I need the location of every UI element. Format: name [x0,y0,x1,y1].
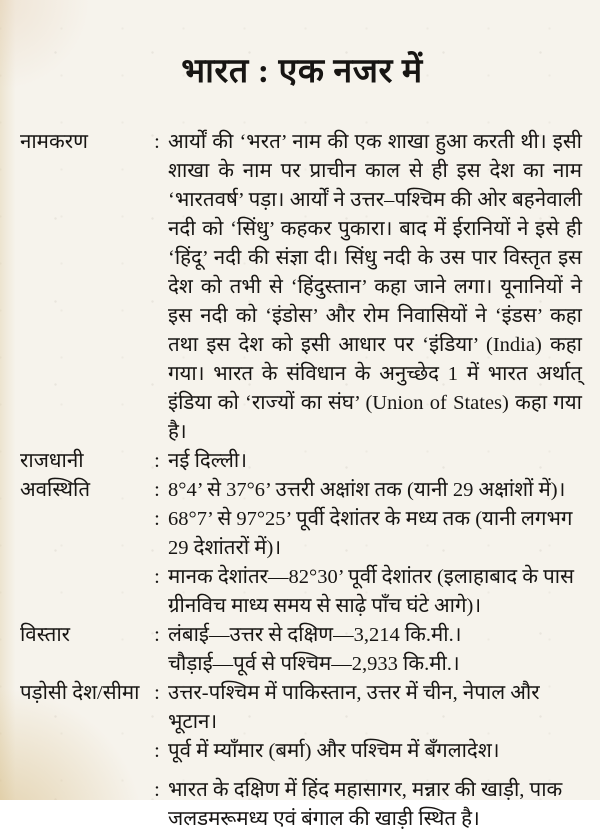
entry-label: अवस्थिति [20,479,91,502]
entry-text: 68°7’ से 97°25’ पूर्वी देशांतर के मध्य तक (यानी लगभग 29 देशांतरों में)। [168,508,573,560]
entry-text: मानक देशांतर—82°30’ पूर्वी देशांतर (इलाहाबाद के पास ग्रीनविच माध्य समय से साढ़े पाँच घंटे आगे)। [168,566,574,618]
entry-location-latitude [20,476,584,505]
entry-colon: : [154,682,160,705]
entry-colon: : [154,740,160,763]
entry-extent-width [20,650,584,679]
entry-neighbours-east-west [20,737,584,766]
entry-text: चौड़ाई—पूर्व से पश्चिम—2,933 कि.मी.। [168,653,460,676]
entry-text: नई दिल्ली। [168,450,247,473]
entry-label [20,505,146,563]
entry-label [20,776,146,834]
entry-capital [20,447,584,476]
page-title: भारत : एक नजर में [181,53,423,90]
entry-colon: : [154,131,160,154]
entry-southern-seas [20,776,584,834]
entry-text: भारत के दक्षिण में हिंद महासागर, मन्नार की खाड़ी, पाक जलडमरूमध्य एवं बंगाल की खाड़ी स्थित है। [168,779,563,831]
entry-label: नामकरण [20,131,88,154]
entry-location-longitude [20,505,584,563]
entry-extent-length [20,621,584,650]
entry-colon [146,650,168,679]
entry-neighbours-north [20,679,584,737]
entry-naming [20,128,584,447]
entry-label: विस्तार [20,624,71,647]
entry-text: लंबाई—उत्तर से दक्षिण—3,214 कि.मी.। [168,624,462,647]
entry-colon: : [154,450,160,473]
entry-colon: : [154,779,160,802]
entry-label: पड़ोसी देश/सीमा [20,682,140,705]
entry-colon: : [154,566,160,589]
entry-colon: : [154,508,160,531]
entry-text: 8°4’ से 37°6’ उत्तरी अक्षांश तक (यानी 29 अक्षांशों में)। [168,479,566,502]
entry-colon: : [154,479,160,502]
entry-label [20,563,146,621]
entry-text: उत्तर-पश्चिम में पाकिस्तान, उत्तर में चीन, नेपाल और भूटान। [168,682,540,734]
entry-label [20,650,146,679]
entry-colon: : [154,624,160,647]
entry-text: आर्यों की ‘भरत’ नाम की एक शाखा हुआ करती थी। इसी शाखा के नाम पर प्राचीन काल से ही इस देश का नाम ‘भारतवर्ष’ पड़ा। आर्यों ने उत्तर–पश्चिम की ओर बहनेवाली नदी को ‘सिंधु’ कहकर पुकारा। बाद में ईरानियों ने इसे ही ‘हिंदू’ नदी की संज्ञा दी। सिंधु नदी के उस पार विस्तृत इस देश को तभी से ‘हिंदुस्तान’ कहा जाने लगा। यूनानियों ने इस नदी को ‘इंडोस’ और रोम निवासियों ने ‘इंडस’ कहा तथा इस देश को इसी आधार पर ‘इंडिया’ (India) कहा गया। भारत के संविधान के अनुच्छेद 1 में भारत अर्थात् इंडिया को ‘राज्यों का संघ’ (Union of States) कहा गया है। [168,131,582,444]
entry-label [20,737,146,766]
entry-text: पूर्व में म्याँमार (बर्मा) और पश्चिम में बँगलादेश। [168,740,500,763]
entry-label: राजधानी [20,450,84,473]
entry-standard-meridian [20,563,584,621]
